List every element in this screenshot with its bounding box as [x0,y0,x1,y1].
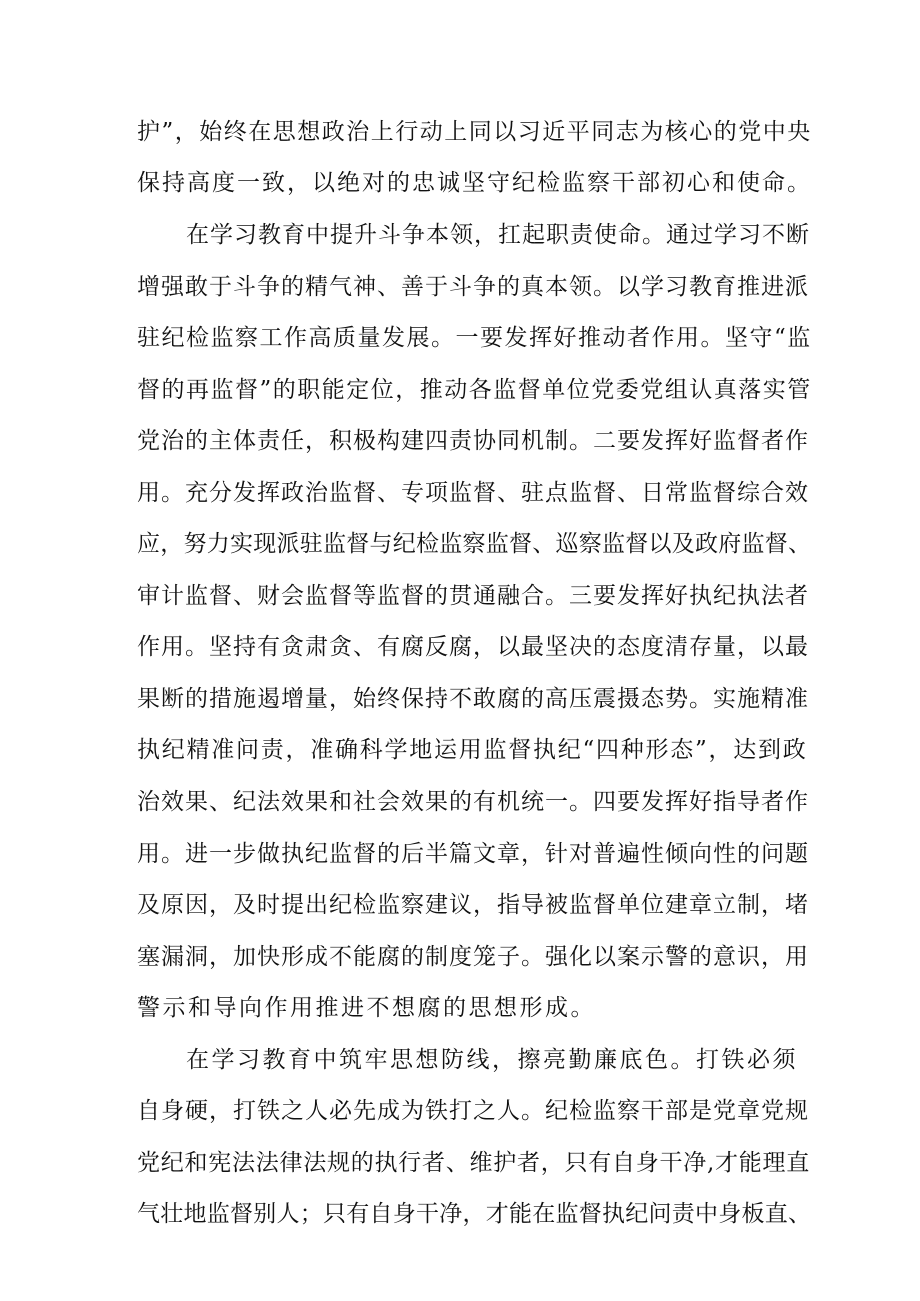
text-line: 用。充分发挥政治监督、专项监督、驻点监督、日常监督综合效 [137,480,809,506]
text-line: 应，努力实现派驻监督与纪检监察监督、巡察监督以及政府监督、 [137,531,812,557]
text-line: 驻纪检监察工作高质量发展。一要发挥好推动者作用。坚守“监 [137,325,812,351]
text-line: 作用。坚持有贪肃贪、有腐反腐，以最坚决的态度清存量，以最 [137,634,809,660]
text-line: 及原因，及时提出纪检监察建议，指导被监督单位建章立制，堵 [137,892,809,918]
text-line: 自身硬，打铁之人必先成为铁打之人。纪检监察干部是党章党规 [137,1098,809,1124]
text-line: 执纪精准问责，准确科学地运用监督执纪“四种形态”，达到政 [137,737,808,763]
text-line: 果断的措施遏增量，始终保持不敢腐的高压震摄态势。实施精准 [137,686,809,712]
text-line: 督的再监督”的职能定位，推动各监督单位党委党组认真落实管 [137,377,812,403]
text-line: 用。进一步做执纪监督的后半篇文章，针对普遍性倾向性的问题 [137,841,809,867]
text-line: 增强敢于斗争的精气神、善于斗争的真本领。以学习教育推进派 [137,274,809,300]
text-line: 护”，始终在思想政治上行动上同以习近平同志为核心的党中央 [137,119,812,145]
text-line: 塞漏洞，加快形成不能腐的制度笼子。强化以案示警的意识，用 [137,944,809,970]
text-line: 保持高度一致，以绝对的忠诚坚守纪检监察干部初心和使命。 [137,170,812,196]
text-line: 气壮地监督别人；只有自身干净，才能在监督执纪问责中身板直、 [137,1201,812,1227]
text-line: 治效果、纪法效果和社会效果的有机统一。四要发挥好指导者作 [137,789,809,815]
text-line: 党治的主体责任，积极构建四责协同机制。二要发挥好监督者作 [137,428,809,454]
paragraph-start-line: 在学习教育中筑牢思想防线，擦亮勤廉底色。打铁必须 [186,1047,798,1073]
text-line: 审计监督、财会监督等监督的贯通融合。三要发挥好执纪执法者 [137,583,809,609]
text-line: 党纪和宪法法律法规的执行者、维护者，只有自身干净,才能理直 [137,1150,811,1176]
text-line: 警示和导向作用推进不想腐的思想形成。 [137,995,596,1021]
paragraph-start-line: 在学习教育中提升斗争本领，扛起职责使命。通过学习不断 [186,222,810,248]
